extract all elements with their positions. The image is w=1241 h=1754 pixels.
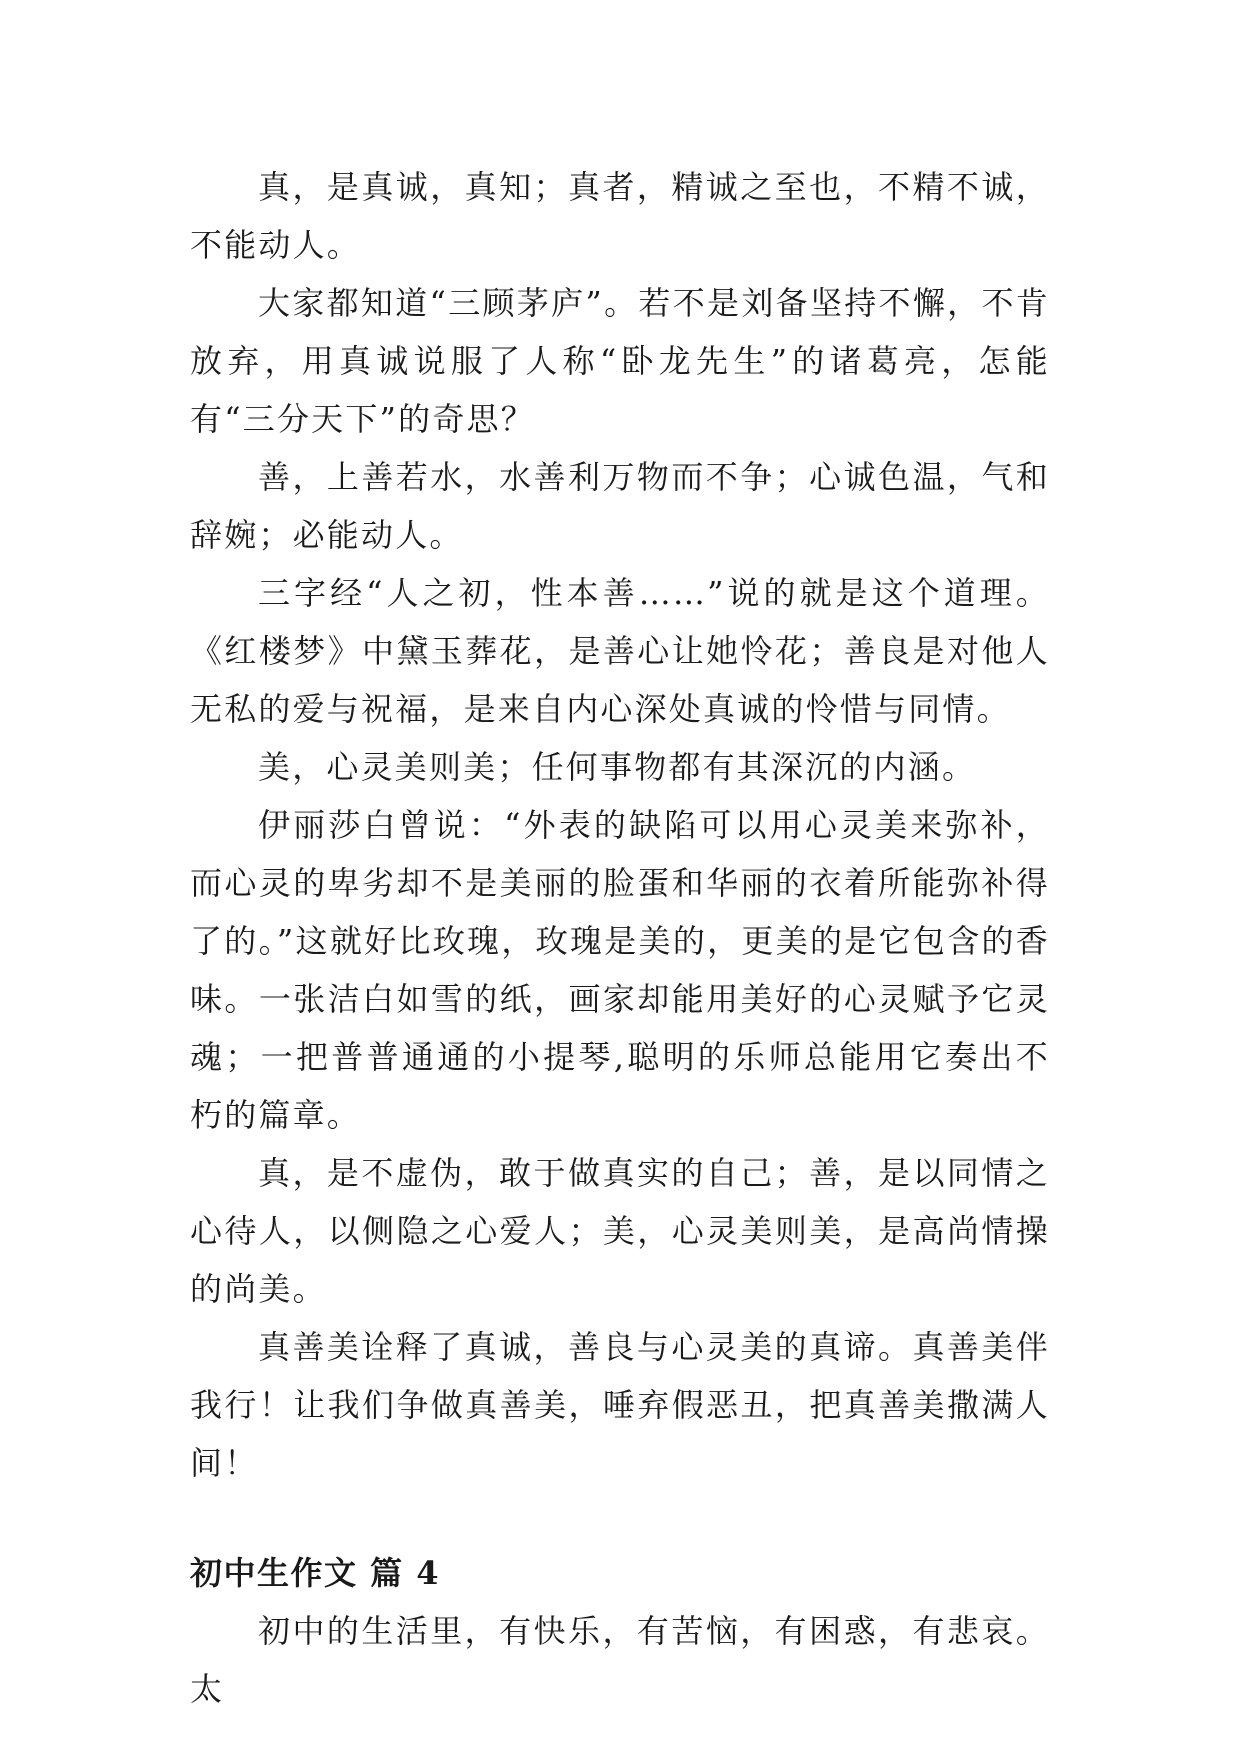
paragraph: 伊丽莎白曾说：“外表的缺陷可以用心灵美来弥补，而心灵的卑劣却不是美丽的脸蛋和华丽的衣着所能弥补得了的。”这就好比玫瑰，玫瑰是美的，更美的是它包含的香味。一张洁白如雪的纸，画家却能用美好的心灵赋予它灵魂；一把普普通通的小提琴,聪明的乐师总能用它奏出不朽的篇章。 — [190, 806, 1050, 1134]
paragraph: 大家都知道“三顾茅庐”。若不是刘备坚持不懈，不肯放弃，用真诚说服了人称“卧龙先生”的诸葛亮，怎能有“三分天下”的奇思？ — [190, 284, 1050, 438]
paragraph: 真，是不虚伪，敢于做真实的自己；善，是以同情之心待人，以侧隐之心爱人；美，心灵美则美，是高尚情操的尚美。 — [190, 1154, 1050, 1308]
paragraph: 三字经“人之初，性本善……”说的就是这个道理。《红楼梦》中黛玉葬花，是善心让她怜花；善良是对他人无私的爱与祝福，是来自内心深处真诚的怜惜与同情。 — [190, 574, 1050, 728]
paragraph: 真，是真诚，真知；真者，精诚之至也，不精不诚，不能动人。 — [190, 168, 1050, 264]
paragraph: 善，上善若水，水善利万物而不争；心诚色温，气和辞婉；必能动人。 — [190, 458, 1050, 554]
section-title: 初中生作文 篇 4 — [190, 1554, 441, 1592]
paragraph: 初中的生活里，有快乐，有苦恼，有困惑，有悲哀。太 — [190, 1612, 1050, 1708]
document-body — [190, 158, 1050, 1718]
paragraph: 美，心灵美则美；任何事物都有其深沉的内涵。 — [258, 748, 977, 786]
paragraph: 真善美诠释了真诚，善良与心灵美的真谛。真善美伴我行！让我们争做真善美，唾弃假恶丑，把真善美撒满人间！ — [190, 1328, 1050, 1482]
